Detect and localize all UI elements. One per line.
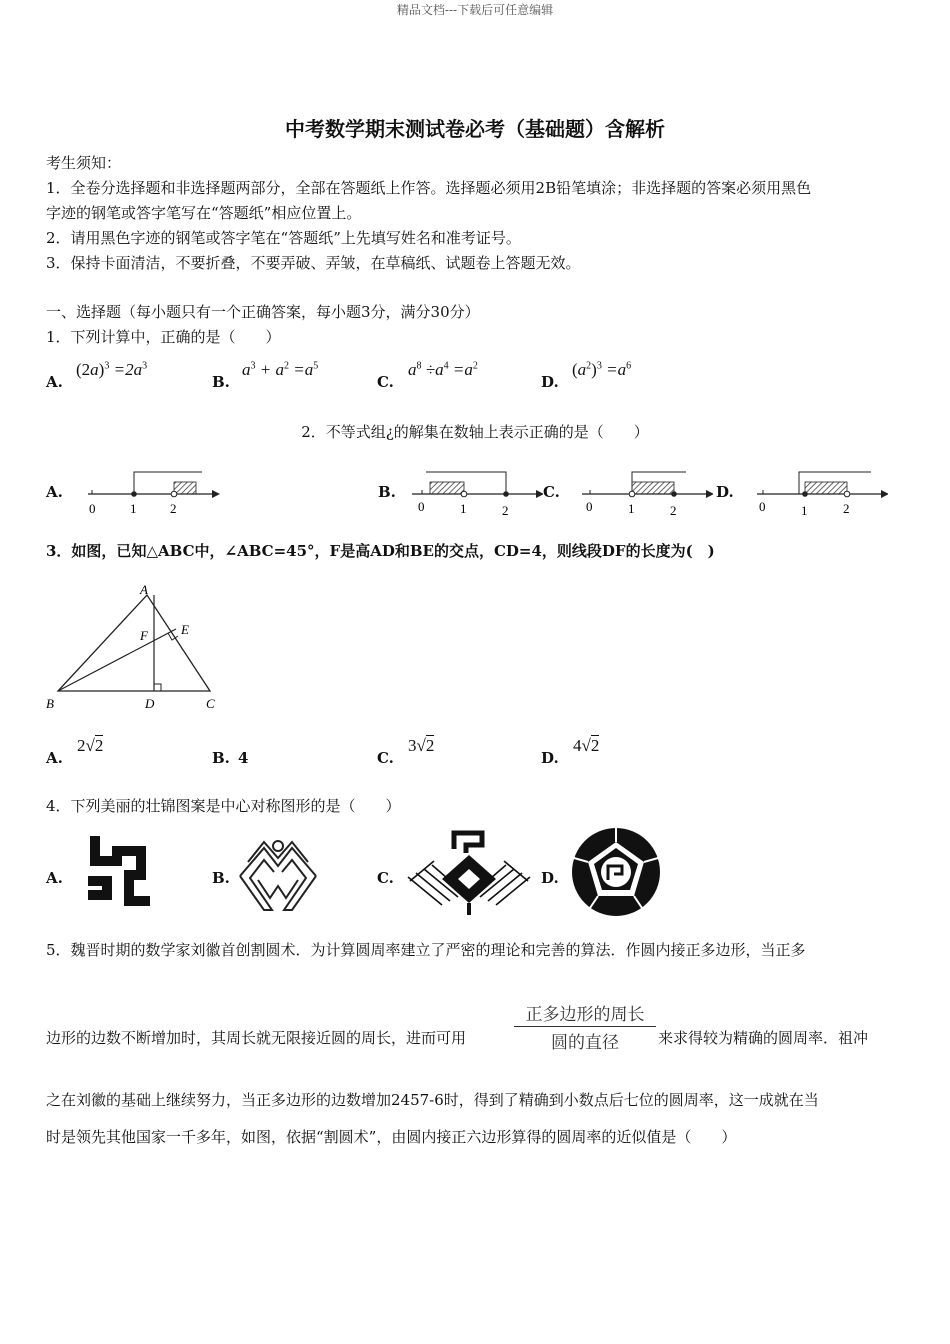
q2-option-b-label: B. [378, 483, 396, 501]
q3-option-c-label: C. [377, 749, 394, 767]
q2-option-d-label: D. [716, 483, 734, 501]
q1-option-c-label: C. [377, 373, 394, 391]
notice-item-1-cont: 字迹的钢笔或答字笔写在“答题纸”相应位置上。 [46, 204, 362, 222]
q1-option-a-formula: $(2a)^3 =2a^3$ [76, 360, 148, 379]
q4-stem: 4．下列美丽的壮锦图案是中心对称图形的是（ ） [46, 797, 401, 815]
point-d-label: D [145, 696, 155, 711]
q2-option-a-label: A. [46, 483, 63, 501]
point-e-label: E [181, 622, 189, 637]
tick-label: 2 [502, 503, 509, 518]
q5-line-2b: 来求得较为精确的圆周率．祖冲 [658, 1029, 869, 1047]
tick-label: 1 [460, 501, 467, 516]
q5-fraction [514, 1000, 656, 1053]
q4-pattern-b [236, 832, 320, 916]
q4-option-a-label: A. [46, 869, 63, 887]
q5-line-4: 时是领先其他国家一千多年，如图，依据“割圆术”，由圆内接正六边形算得的圆周率的近似值是（ ） [46, 1128, 737, 1146]
document-title: 中考数学期末测试卷必考（基础题）含解析 [285, 117, 665, 141]
q2-stem: 2．不等式组¿的解集在数轴上表示正确的是（ ） [301, 423, 649, 441]
tick-label: 1 [130, 501, 137, 516]
q4-option-b-label: B. [212, 869, 230, 887]
q3-triangle-figure [40, 580, 230, 720]
fraction-numerator: 正多边形的周长 [525, 1005, 645, 1025]
q1-option-d-formula: $(a^2)^3 =a^6$ [572, 360, 632, 379]
section-heading: 一、选择题（每小题只有一个正确答案，每小题3分，满分30分） [46, 303, 480, 321]
q1-option-a-label: A. [46, 373, 63, 391]
q3-option-b-value: 4 [238, 749, 249, 767]
point-b-label: B [46, 696, 54, 711]
q3-option-c-value: 3√2 [408, 736, 435, 755]
tick-label: 2 [170, 501, 177, 516]
notice-heading: 考生须知： [46, 154, 122, 172]
tick-label: 0 [89, 501, 96, 516]
tick-label: 1 [801, 503, 808, 518]
q4-option-d-label: D. [541, 869, 559, 887]
tick-label: 0 [759, 499, 766, 514]
point-c-label: C [206, 696, 215, 711]
q2-option-a-numberline [84, 466, 224, 518]
q2-option-d-numberline [753, 466, 888, 518]
q5-line-3: 之在刘徽的基础上继续努力，当正多边形的边数增加2457-6时，得到了精确到小数点后七位的圆周率，这一成就在当 [46, 1091, 819, 1109]
q4-pattern-a [84, 834, 154, 912]
q1-option-c-formula: $a^8 \div a^4 =a^2$ [408, 360, 478, 379]
q4-pattern-c [404, 827, 534, 917]
notice-item-3: 3．保持卡面清洁，不要折叠，不要弄破、弄皱，在草稿纸、试题卷上答题无效。 [46, 254, 581, 272]
page-header: 精品文档---下载后可任意编辑 [396, 3, 554, 17]
point-a-label: A [140, 582, 148, 597]
q3-option-d-label: D. [541, 749, 559, 767]
tick-label: 0 [418, 499, 425, 514]
q2-option-c-label: C. [543, 483, 560, 501]
q1-stem: 1．下列计算中，正确的是（ ） [46, 328, 281, 346]
q3-option-a-value: 2√2 [77, 736, 104, 755]
fraction-bar [514, 1026, 656, 1027]
q3-stem: 3．如图，已知△ABC中，∠ABC=45°，F是高AD和BE的交点，CD=4，则线段DF的长度为( ) [46, 542, 715, 560]
tick-label: 2 [670, 503, 677, 518]
q4-option-c-label: C. [377, 869, 394, 887]
notice-item-2: 2．请用黑色字迹的钢笔或答字笔在“答题纸”上先填写姓名和准考证号。 [46, 229, 521, 247]
tick-label: 0 [586, 499, 593, 514]
q3-option-a-label: A. [46, 749, 63, 767]
point-f-label: F [140, 628, 148, 643]
q5-line-2a: 边形的边数不断增加时，其周长就无限接近圆的周长，进而可用 [46, 1029, 467, 1047]
notice-item-1: 1．全卷分选择题和非选择题两部分，全部在答题纸上作答。选择题必须用2B铅笔填涂；非选择题的答案必须用黑色 [46, 179, 812, 197]
q5-line-1: 5．魏晋时期的数学家刘徽首创割圆术．为计算圆周率建立了严密的理论和完善的算法．作圆内接正多边形，当正多 [46, 941, 806, 959]
q1-option-b-label: B. [212, 373, 230, 391]
q1-option-d-label: D. [541, 373, 559, 391]
tick-label: 1 [628, 501, 635, 516]
fraction-denominator: 圆的直径 [551, 1033, 619, 1053]
tick-label: 2 [843, 501, 850, 516]
q2-option-b-numberline [408, 466, 543, 518]
q3-option-b-label: B. [212, 749, 230, 767]
q4-pattern-d [570, 826, 662, 918]
q3-option-d-value: 4√2 [573, 736, 600, 755]
q1-option-b-formula: $a^3 + a^2 =a^5$ [242, 360, 319, 379]
q2-option-c-numberline [578, 466, 713, 518]
